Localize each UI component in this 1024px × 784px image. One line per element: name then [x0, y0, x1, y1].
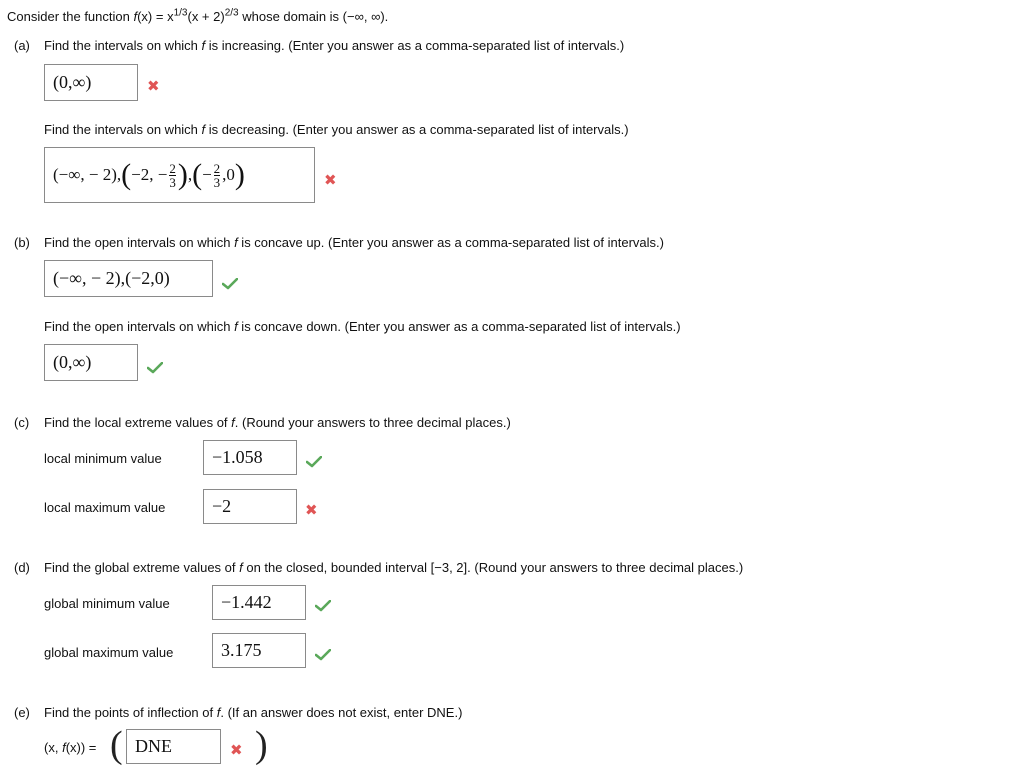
decreasing-answer-field[interactable]: (−∞, − 2), ( −2, − $\frac{2}{3}$ ) , ( − $\frac{2}{3}$ ,0 ) — [44, 147, 315, 203]
concave-down-answer-field[interactable]: (0,∞) — [44, 344, 138, 381]
wrong-mark-icon: ✖ — [230, 742, 243, 759]
correct-check-icon — [315, 600, 331, 612]
close-paren: ) — [255, 724, 268, 766]
increasing-answer-field[interactable]: (0,∞) — [44, 64, 138, 101]
part-b-question-concave-up: Find the open intervals on which f is concave up. (Enter you answer as a comma-separated list of intervals.) — [44, 235, 664, 250]
open-paren: ( — [110, 724, 123, 766]
concave-up-answer-field[interactable]: (−∞, − 2),(−2,0) — [44, 260, 213, 297]
part-e-label: (e) — [14, 705, 30, 720]
intro-text: Consider the function $f(x) = x^{1/3}(x + 2)^{2/3}$ whose domain is (−∞, ∞). — [7, 7, 389, 24]
part-e-question: Find the points of inflection of f. (If an answer does not exist, enter DNE.) — [44, 705, 463, 720]
global-min-field[interactable]: −1.442 — [212, 585, 306, 620]
inflection-point-field[interactable]: DNE — [126, 729, 221, 764]
global-max-label: global maximum value — [44, 645, 174, 660]
fraction: $\frac{2}{3}$ — [213, 160, 221, 190]
correct-check-icon — [147, 362, 163, 374]
part-b-label: (b) — [14, 235, 30, 250]
correct-check-icon — [222, 278, 238, 290]
part-d-question: Find the global extreme values of f on the closed, bounded interval [−3, 2]. (Round your answers to three decimal places.) — [44, 560, 744, 575]
part-a-label: (a) — [14, 38, 30, 53]
global-max-field[interactable]: 3.175 — [212, 633, 306, 668]
part-c-question: Find the local extreme values of f. (Round your answers to three decimal places.) — [44, 415, 511, 430]
local-min-field[interactable]: −1.058 — [203, 440, 297, 475]
local-min-label: local minimum value — [44, 451, 162, 466]
inflection-point-label: (x, f(x)) = — [44, 740, 97, 755]
part-b-question-concave-down: Find the open intervals on which f is concave down. (Enter you answer as a comma-separated list of intervals.) — [44, 319, 681, 334]
global-min-label: global minimum value — [44, 596, 170, 611]
correct-check-icon — [306, 456, 322, 468]
wrong-mark-icon: ✖ — [324, 172, 337, 189]
wrong-mark-icon: ✖ — [147, 78, 160, 95]
local-max-field[interactable]: −2 — [203, 489, 297, 524]
local-max-label: local maximum value — [44, 500, 166, 515]
correct-check-icon — [315, 649, 331, 661]
part-c-label: (c) — [14, 415, 30, 430]
wrong-mark-icon: ✖ — [305, 502, 318, 519]
part-a-question-decreasing: Find the intervals on which f is decreasing. (Enter you answer as a comma-separated list of intervals.) — [44, 122, 629, 137]
fraction: $\frac{2}{3}$ — [169, 160, 176, 190]
part-d-label: (d) — [14, 560, 30, 575]
part-a-question-increasing: Find the intervals on which f is increasing. (Enter you answer as a comma-separated list of intervals.) — [44, 38, 625, 53]
